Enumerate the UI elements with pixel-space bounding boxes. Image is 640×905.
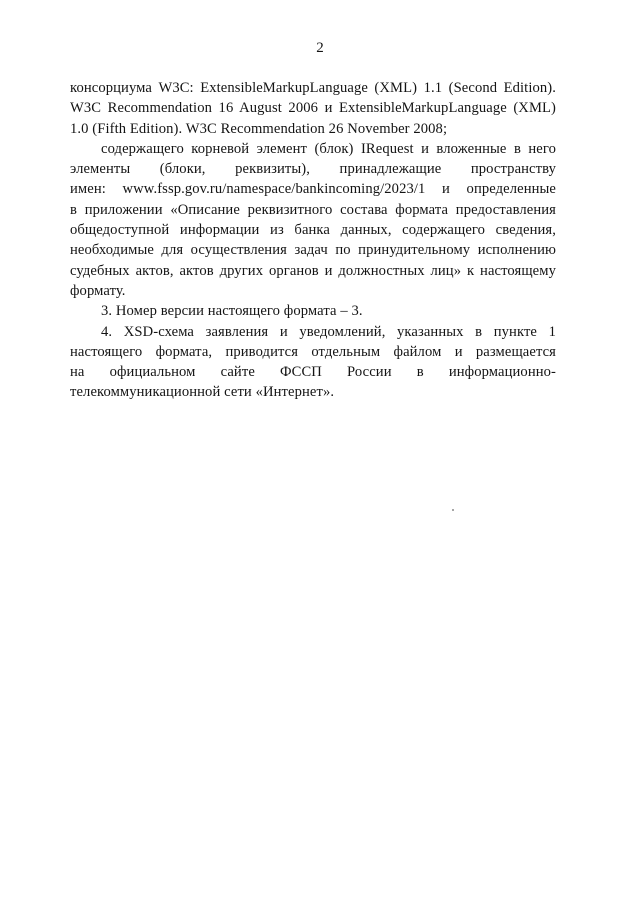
text-line: содержащего корневой элемент (блок) IRequest и вложенные в него xyxy=(101,140,556,157)
text-line: на официальном сайте ФССП России в информационно- xyxy=(70,364,556,381)
text-line: имен: www.fssp.gov.ru/namespace/bankincoming/2023/1 и определенные xyxy=(70,181,556,198)
text-line: 4. XSD-схема заявления и уведомлений, указанных в пункте 1 xyxy=(101,323,556,340)
document-body xyxy=(70,78,556,403)
paragraph-xml-standards xyxy=(70,78,556,139)
text-line: консорциума W3C: ExtensibleMarkupLanguage (XML) 1.1 (Second Edition). xyxy=(70,80,556,96)
text-line: телекоммуникационной сети «Интернет». xyxy=(70,384,335,401)
text-line: элементы (блоки, реквизиты), принадлежащие пространству xyxy=(70,161,556,178)
page-number: 2 xyxy=(316,40,324,56)
paragraph-root-element xyxy=(70,139,556,301)
text-line: настоящего формата, приводится отдельным файлом и размещается xyxy=(70,343,556,360)
scan-speck xyxy=(452,509,454,511)
text-line: судебных актов, актов других органов и должностных лиц» к настоящему xyxy=(70,262,556,279)
text-line: в приложении «Описание реквизитного состава формата предоставления xyxy=(70,201,556,218)
text-line: 3. Номер версии настоящего формата – 3. xyxy=(101,303,363,320)
text-line: общедоступной информации из банка данных, содержащего сведения, xyxy=(70,222,556,239)
paragraph-xsd-schema xyxy=(70,322,556,403)
text-line: формату. xyxy=(70,282,126,299)
text-line: 1.0 (Fifth Edition). W3C Recommendation 26 November 2008; xyxy=(70,120,448,137)
text-line: W3C Recommendation 16 August 2006 и ExtensibleMarkupLanguage (XML) xyxy=(70,100,556,117)
paragraph-version-number xyxy=(70,301,556,321)
text-line: необходимые для осуществления задач по принудительному исполнению xyxy=(70,242,556,259)
